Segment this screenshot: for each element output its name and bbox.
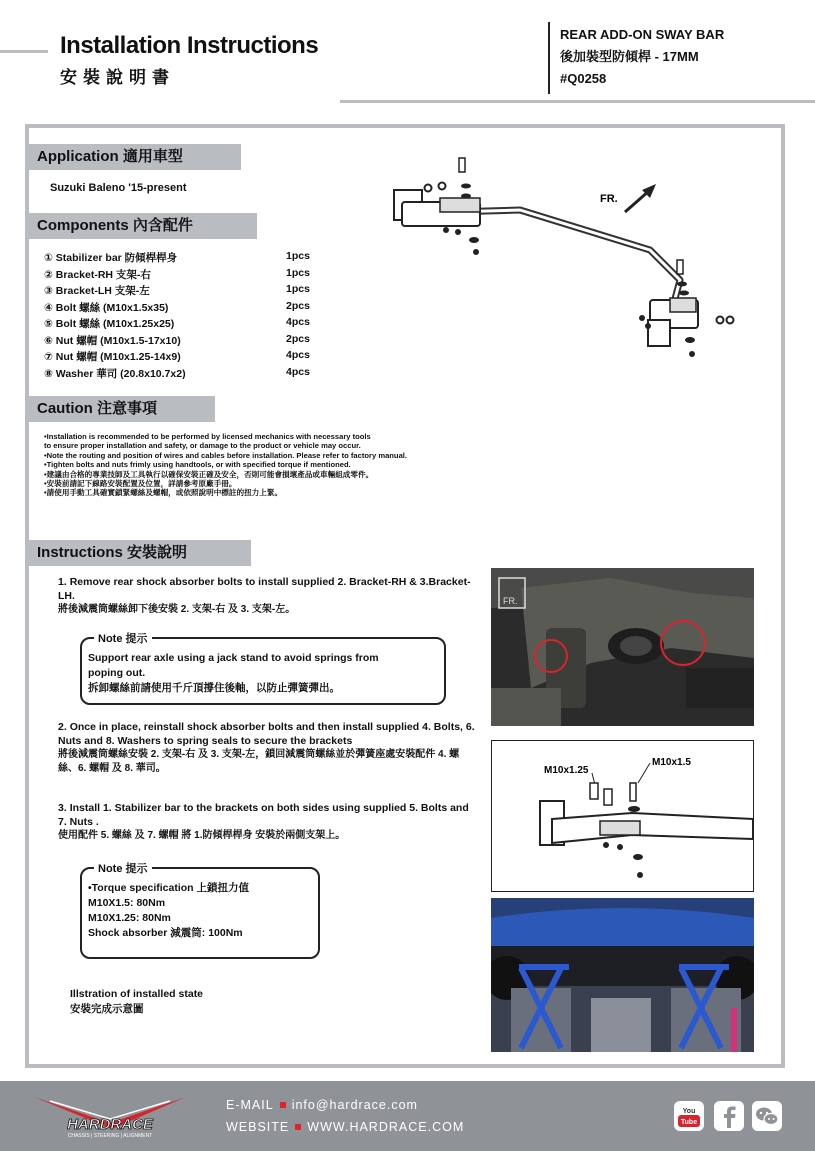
- step-3: 3. Install 1. Stabilizer bar to the brackets on both sides using supplied 5. Bolts and 7. Nuts . 使用配件 5. 螺絲 及 7. 螺帽 將 1.防傾桿桿身 安裝於兩側支架上。: [58, 802, 469, 841]
- list-item: ⑦ Nut 螺帽 (M10x1.25-14x9) 4pcs: [44, 349, 310, 363]
- website-line: WEBSITE WWW.HARDRACE.COM: [226, 1120, 465, 1134]
- email-line: E-MAIL info@hardrace.com: [226, 1098, 418, 1112]
- product-name-zh: 後加裝型防傾桿 - 17MM: [560, 49, 699, 64]
- page-title-zh: 安裝說明書: [60, 68, 175, 87]
- brand-name: HARDRACE: [67, 1116, 153, 1133]
- step-1: 1. Remove rear shock absorber bolts to install supplied 2. Bracket-RH & 3.Bracket-LH. 將後減震筒螺絲卸下後安裝 2. 支架-右 及 3. 支架-左。: [58, 576, 471, 615]
- note-box-2: Note 提示 •Torque specification 上鎖扭力值 M10X1.5: 80Nm M10X1.25: 80Nm Shock absorber 減震筒: 100Nm: [80, 867, 320, 959]
- header-divider: [548, 22, 550, 94]
- list-item: ① Stabilizer bar 防傾桿桿身 1pcs: [44, 250, 310, 264]
- list-item: ③ Bracket-LH 支架-左 1pcs: [44, 283, 310, 297]
- bolt-label-m10x125: M10x1.25: [544, 765, 589, 776]
- sway-bar-diagram: [380, 150, 760, 370]
- direction-label: FR.: [600, 193, 618, 205]
- list-item: ⑧ Washer 華司 (20.8x10.7x2) 4pcs: [44, 365, 310, 380]
- website-link[interactable]: WWW.HARDRACE.COM: [307, 1120, 465, 1134]
- note-box-1: Note 提示 Support rear axle using a jack stand to avoid springs from poping out. 拆卸螺絲前請使用千斤頂撐住後軸，以防止彈簧彈出。: [80, 637, 446, 705]
- list-item: ④ Bolt 螺絲 (M10x1.5x35) 2pcs: [44, 299, 310, 314]
- list-item: ② Bracket-RH 支架-右 1pcs: [44, 266, 310, 281]
- header-rule-right: [340, 100, 815, 103]
- email-link[interactable]: info@hardrace.com: [291, 1098, 418, 1112]
- product-info: [560, 24, 724, 90]
- bracket-exploded-diagram: [491, 740, 754, 892]
- facebook-icon[interactable]: [714, 1101, 744, 1131]
- wechat-icon[interactable]: [752, 1101, 782, 1131]
- caution-heading: Caution 注意事項: [29, 396, 215, 422]
- step-2: 2. Once in place, reinstall shock absorber bolts and then install supplied 4. Bolts, 6. Nuts and 8. Washers to spring seals to secure the brackets 將後減震筒螺絲安裝 2. 支架-右 及 3. 支架-左，鎖回減震筒螺絲並於彈簧座處安裝配件 4. 螺絲、6. 螺帽 及 8. 華司。: [58, 721, 475, 774]
- hardrace-logo: [30, 1093, 190, 1139]
- bolt-label-m10x15: M10x1.5: [652, 757, 691, 768]
- list-item: ⑥ Nut 螺帽 (M10x1.5-17x10) 2pcs: [44, 332, 310, 347]
- application-heading: Application 適用車型: [29, 144, 241, 170]
- svg-text:Tube: Tube: [680, 1119, 698, 1126]
- photo-installed-state: [491, 898, 754, 1052]
- page-title: Installation Instructions: [60, 32, 319, 59]
- footer: [0, 1081, 815, 1151]
- caution-text: •Installation is recommended to be performed by licensed mechanics with necessary tools to ensure proper installation and safety, or damage to the product or vehicle may occur. •Note the routing and position of wires and cables before installation. Please refer to factory manual. •Tighten bolts and nuts frimly using handtools, or with specified torque if mentioned. •建議由合格的專業技師及工具執行以確保安裝正確及安全，否則可能會損壞產品或車輛組成零件。 •安裝前請記下線路安裝配置及位置，詳請參考原廠手冊。 •請使用手動工具確實鎖緊螺絲及螺帽，或依照說明中標註的扭力上緊。: [44, 432, 408, 498]
- vehicle-fitment: Suzuki Baleno '15-present: [50, 182, 187, 194]
- product-name: REAR ADD-ON SWAY BAR: [560, 27, 725, 42]
- components-list: [44, 250, 334, 382]
- components-heading: Components 內含配件: [29, 213, 257, 239]
- header-rule-left: [0, 50, 48, 53]
- product-code: #Q0258: [560, 71, 607, 86]
- bullet-icon: [280, 1102, 286, 1108]
- instructions-heading: Instructions 安裝說明: [29, 540, 251, 566]
- photo-direction-label: FR.: [503, 596, 518, 606]
- illustration-caption: Illstration of installed state 安裝完成示意圖: [70, 988, 204, 1015]
- brand-tagline: CHASSIS | STEERING | ALIGNMENT: [67, 1133, 153, 1139]
- svg-text:You: You: [682, 1108, 696, 1115]
- photo-shock-mount: [491, 568, 754, 726]
- bullet-icon: [295, 1124, 301, 1130]
- list-item: ⑤ Bolt 螺絲 (M10x1.25x25) 4pcs: [44, 316, 310, 330]
- youtube-icon[interactable]: [674, 1101, 704, 1131]
